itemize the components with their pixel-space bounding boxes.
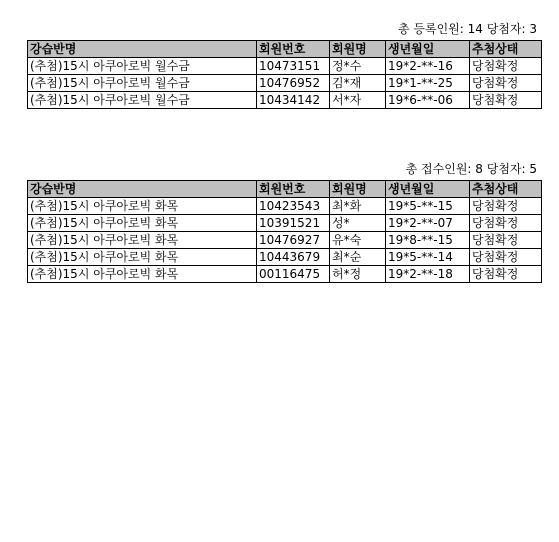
cell-member-name: 서*자 (330, 92, 386, 109)
cell-birthdate: 19*8-**-15 (386, 232, 470, 249)
header-row (28, 181, 542, 198)
lottery-table-1 (27, 40, 542, 109)
cell-member-name: 최*화 (330, 198, 386, 215)
col-header-member-name: 회원명 (330, 181, 386, 198)
table-row (28, 75, 542, 92)
table-row (28, 92, 542, 109)
col-header-class: 강습반명 (28, 41, 257, 58)
cell-class: (추첨)15시 아쿠아로빅 화목 (28, 232, 257, 249)
cell-class: (추첨)15시 아쿠아로빅 월수금 (28, 58, 257, 75)
cell-member-no: 10423543 (257, 198, 330, 215)
cell-status: 당첨확정 (470, 232, 542, 249)
cell-status: 당첨확정 (470, 75, 542, 92)
table-row (28, 232, 542, 249)
cell-member-name: 유*숙 (330, 232, 386, 249)
table-row (28, 198, 542, 215)
cell-member-name: 허*정 (330, 266, 386, 283)
cell-class: (추첨)15시 아쿠아로빅 화목 (28, 215, 257, 232)
cell-birthdate: 19*2-**-07 (386, 215, 470, 232)
table-row (28, 266, 542, 283)
cell-birthdate: 19*2-**-18 (386, 266, 470, 283)
cell-birthdate: 19*2-**-16 (386, 58, 470, 75)
header-row (28, 41, 542, 58)
col-header-birthdate: 생년월일 (386, 181, 470, 198)
cell-class: (추첨)15시 아쿠아로빅 화목 (28, 249, 257, 266)
cell-member-name: 김*재 (330, 75, 386, 92)
cell-member-no: 10443679 (257, 249, 330, 266)
col-header-status: 추첨상태 (470, 41, 542, 58)
table-row (28, 249, 542, 266)
cell-status: 당첨확정 (470, 249, 542, 266)
cell-birthdate: 19*5-**-14 (386, 249, 470, 266)
cell-status: 당첨확정 (470, 92, 542, 109)
summary-2: 총 접수인원: 8 당첨자: 5 (405, 162, 537, 176)
cell-birthdate: 19*6-**-06 (386, 92, 470, 109)
cell-member-name: 성* (330, 215, 386, 232)
cell-member-no: 10434142 (257, 92, 330, 109)
table-row (28, 58, 542, 75)
cell-class: (추첨)15시 아쿠아로빅 월수금 (28, 92, 257, 109)
col-header-member-no: 회원번호 (257, 181, 330, 198)
table-row (28, 215, 542, 232)
col-header-birthdate: 생년월일 (386, 41, 470, 58)
cell-class: (추첨)15시 아쿠아로빅 화목 (28, 198, 257, 215)
cell-status: 당첨확정 (470, 198, 542, 215)
summary-1: 총 등록인원: 14 당첨자: 3 (398, 22, 537, 36)
cell-status: 당첨확정 (470, 266, 542, 283)
cell-status: 당첨확정 (470, 215, 542, 232)
col-header-class: 강습반명 (28, 181, 257, 198)
col-header-member-name: 회원명 (330, 41, 386, 58)
cell-member-no: 00116475 (257, 266, 330, 283)
cell-birthdate: 19*5-**-15 (386, 198, 470, 215)
col-header-member-no: 회원번호 (257, 41, 330, 58)
cell-birthdate: 19*1-**-25 (386, 75, 470, 92)
cell-member-no: 10476952 (257, 75, 330, 92)
lottery-table-2 (27, 180, 542, 283)
cell-member-name: 최*순 (330, 249, 386, 266)
cell-status: 당첨확정 (470, 58, 542, 75)
cell-member-no: 10473151 (257, 58, 330, 75)
cell-class: (추첨)15시 아쿠아로빅 월수금 (28, 75, 257, 92)
cell-class: (추첨)15시 아쿠아로빅 화목 (28, 266, 257, 283)
col-header-status: 추첨상태 (470, 181, 542, 198)
cell-member-name: 정*수 (330, 58, 386, 75)
cell-member-no: 10391521 (257, 215, 330, 232)
cell-member-no: 10476927 (257, 232, 330, 249)
